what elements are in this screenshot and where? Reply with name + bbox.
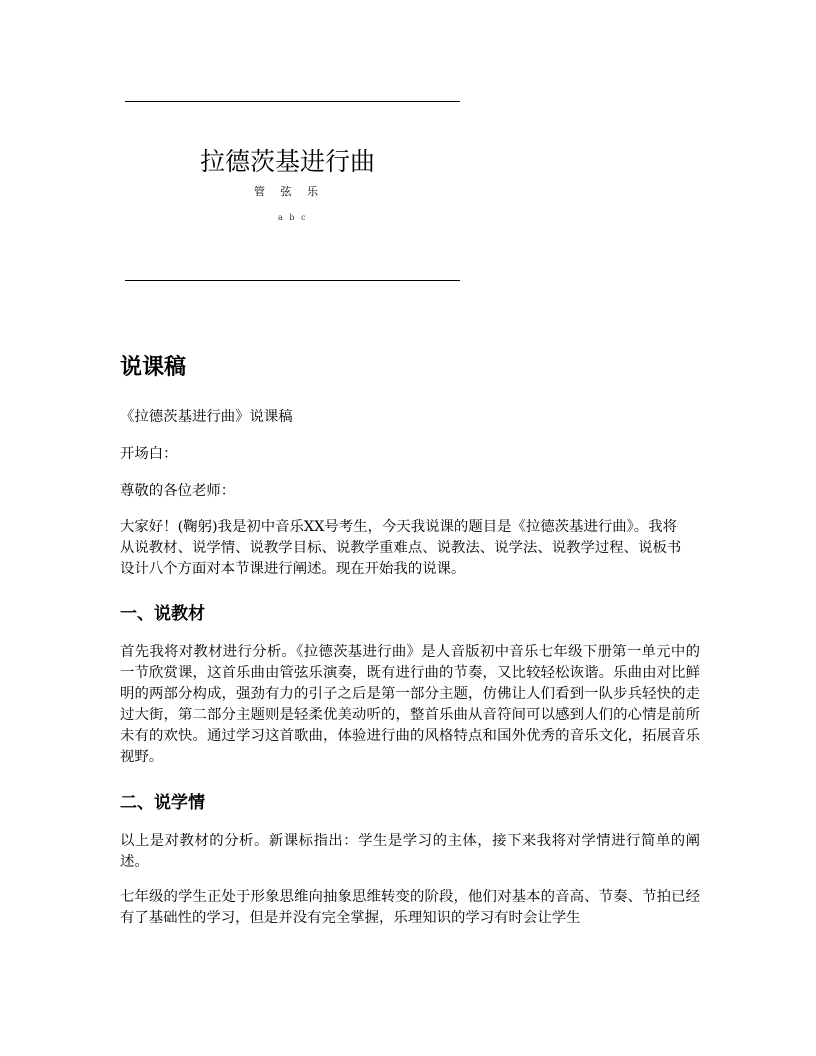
document-title: 说课稿 — [120, 355, 187, 380]
section2-body1: 以上是对教材的分析。新课标指出：学生是学习的主体，接下来我将对学情进行简单的阐述。 — [120, 833, 700, 870]
greeting: 尊敬的各位老师： — [120, 483, 236, 499]
section1-body: 首先我将对教材进行分析。《拉德茨基进行曲》是人音版初中音乐七年级下册第一单元中的一节欣赏课，这首乐曲由管弦乐演奏，既有进行曲的节奏，又比较轻松诙谐。乐曲由对比鲜明的两部分构成，强劲有力的引子之后是第一部分主题，仿佛让人们看到一队步兵轻快的走过大街，第二部分主题则是轻柔优美动听的，整首乐曲从音符间可以感到人们的心情是前所未有的欢快。通过学习这首歌曲，体验进行曲的风格特点和国外优秀的音乐文化，拓展音乐视野。 — [120, 644, 700, 765]
subtitle-line: 《拉德茨基进行曲》说课稿 — [120, 409, 293, 425]
cover-title: 拉德茨基进行曲 — [200, 147, 376, 176]
cover-bottom-rule — [125, 280, 460, 281]
cover-abc: a b c — [278, 213, 308, 222]
cover-top-rule — [125, 101, 460, 102]
section2-heading: 二、说学情 — [120, 793, 205, 813]
opening-label: 开场白： — [120, 446, 178, 462]
section1-heading: 一、说教材 — [120, 604, 205, 624]
intro-paragraph: 大家好！(鞠躬)我是初中音乐XX号考生，今天我说课的题目是《拉德茨基进行曲》。我将从说教材、说学情、说教学目标、说教学重难点、说教法、说学法、说教学过程、说板书设计八个方面对本节课进行阐述。现在开始我的说课。 — [120, 519, 682, 577]
cover-subtitle: 管 弦 乐 — [254, 185, 324, 198]
section2-body2: 七年级的学生正处于形象思维向抽象思维转变的阶段，他们对基本的音高、节奏、节拍已经有了基础性的学习，但是并没有完全掌握，乐理知识的学习有时会让学生 — [120, 889, 700, 926]
